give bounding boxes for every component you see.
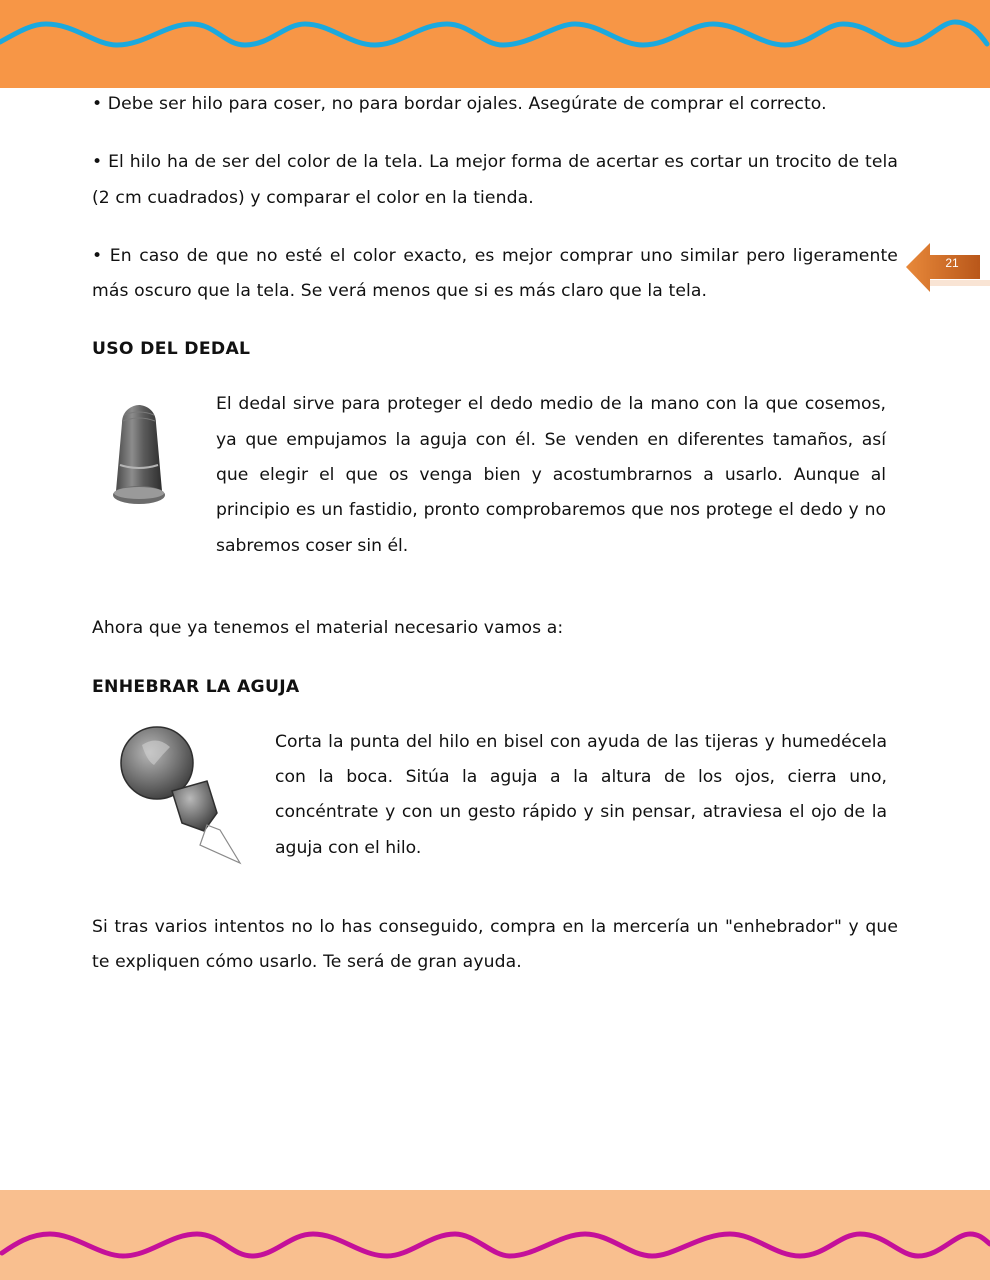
closing-text: Si tras varios intentos no lo has conseguido, compra en la mercería un "enhebrador" y que te expliquen cómo usarlo. Te será de gran ayuda.	[92, 916, 898, 973]
heading-enhebrar-la-aguja: ENHEBRAR LA AGUJA	[92, 676, 300, 697]
thimble-image-icon	[106, 403, 172, 511]
needle-threader-image-icon	[112, 725, 252, 870]
intro-text: Ahora que ya tenemos el material necesario vamos a:	[92, 618, 564, 639]
bullet-thread-darker: • En caso de que no esté el color exacto, es mejor comprar uno similar pero ligeramente más oscuro que la tela. Se verá menos que si es más claro que la tela.	[92, 245, 898, 302]
bullet-thread-type: • Debe ser hilo para coser, no para bordar ojales. Asegúrate de comprar el correcto.	[92, 94, 827, 114]
heading-uso-del-dedal: USO DEL DEDAL	[92, 339, 251, 360]
enhebrar-description: Corta la punta del hilo en bisel con ayuda de las tijeras y humedécela con la boca. Sitúa la aguja a la altura de los ojos, cierra uno, concéntrate y con un gesto rápido y sin pensar, atraviesa el ojo de la aguja con el hilo.	[275, 731, 887, 858]
header-wave-icon	[0, 0, 990, 88]
bullet-thread-color: • El hilo ha de ser del color de la tela. La mejor forma de acertar es cortar un trocito de tela (2 cm cuadrados) y comparar el color en la tienda.	[92, 152, 898, 208]
footer-wave-icon	[0, 1190, 990, 1280]
page-number: 21	[945, 256, 959, 270]
document-body	[92, 87, 898, 980]
footer-decoration-band	[0, 1190, 990, 1280]
dedal-description: El dedal sirve para proteger el dedo medio de la mano con la que cosemos, ya que empujamos la aguja con él. Se venden en diferentes tamaños, así que elegir el que os venga bien y acostumbrarnos a usarlo. Aunque al principio es un fastidio, pronto comprobaremos que nos protege el dedo y no sabremos coser sin él.	[216, 394, 886, 556]
enhebrar-section	[92, 725, 898, 893]
header-decoration-band	[0, 0, 990, 88]
dedal-section	[92, 387, 898, 599]
